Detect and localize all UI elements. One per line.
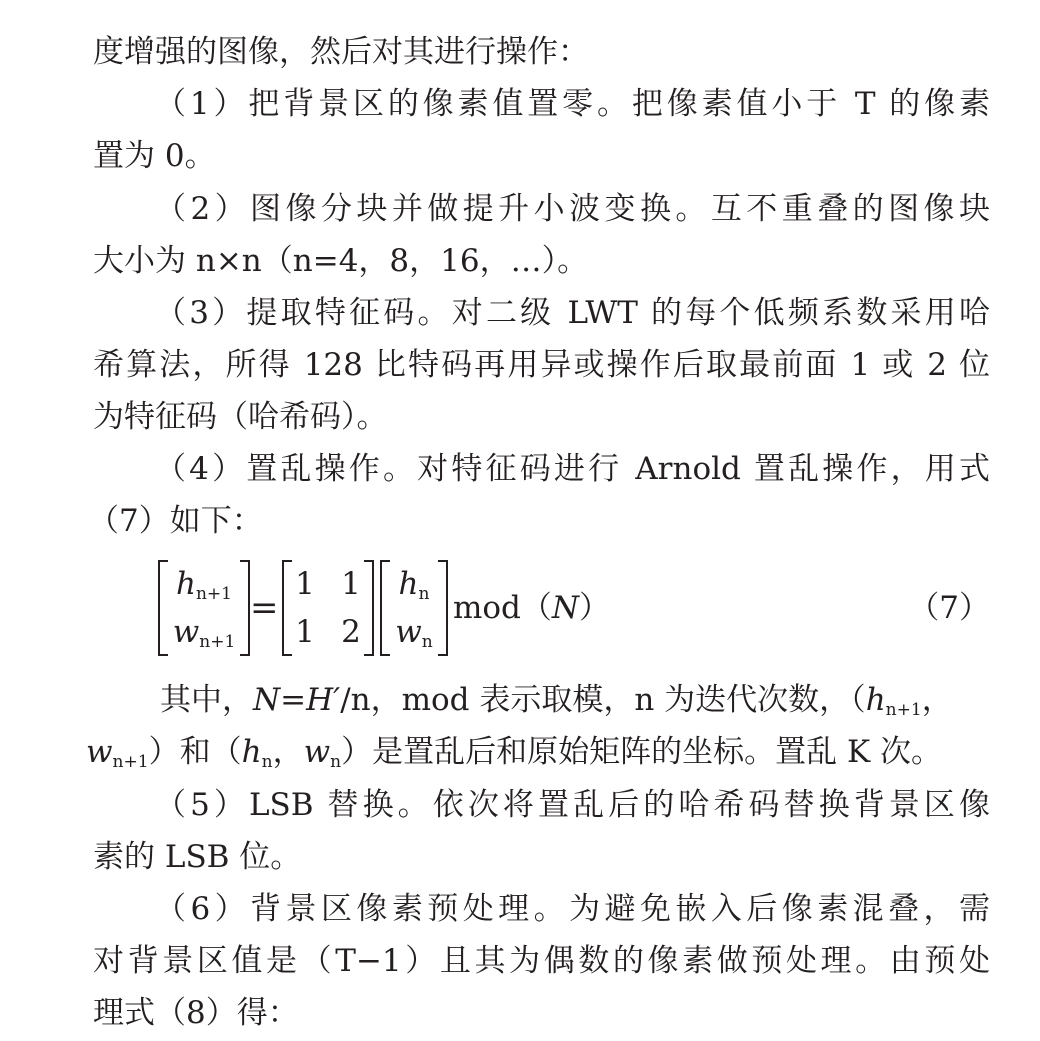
matrix-cell: 1 [295, 566, 315, 602]
step-1-text: （1）把背景区的像素值置零。把像素值小于 T 的像素 [155, 86, 990, 122]
text-line: 为特征码（哈希码）。 [93, 399, 388, 435]
lhs-vector [158, 560, 250, 656]
where-clause-line-2: $w_{n+1}$）和（$h_n$，$w_n$）是置乱后和原始矩阵的坐标。置乱 K 次。 [86, 734, 942, 773]
text-line: 理式（8）得： [93, 995, 299, 1031]
text-line: 大小为 n×n（n=4，8，16，…）。 [93, 243, 589, 279]
step-3-text: （3）提取特征码。对二级 LWT 的每个低频系数采用哈 [155, 295, 990, 331]
text-line: 度增强的图像，然后对其进行操作： [93, 34, 589, 70]
text-line: 置为 0。 [93, 138, 216, 174]
text-line: 希算法，所得 128 比特码再用异或操作后取最前面 1 或 2 位 [93, 347, 990, 383]
step-6-text: （6）背景区像素预处理。为避免嵌入后像素混叠，需 [155, 891, 990, 927]
equals-sign: = [250, 588, 279, 628]
rhs-vector [380, 560, 448, 656]
mod-expression: mod（N） [453, 590, 611, 626]
lhs-bottom-cell: $w_{n+1}$ [172, 614, 236, 653]
matrix-cell: 2 [341, 614, 361, 650]
equation-number: （7） [908, 590, 990, 626]
rhs-bottom-cell: $w_n$ [395, 614, 433, 653]
lhs-top-cell: $h_{n+1}$ [175, 566, 233, 605]
step-4-text: （4）置乱操作。对特征码进行 Arnold 置乱操作，用式 [155, 451, 990, 487]
where-clause-line-1: 其中，N=H′/n，mod 表示取模，n 为迭代次数，（$h_{n+1}$， [160, 682, 953, 721]
step-5-text: （5）LSB 替换。依次将置乱后的哈希码替换背景区像 [155, 787, 990, 823]
text-line: 对背景区值是（T−1）且其为偶数的像素做预处理。由预处 [93, 943, 990, 979]
arnold-equation [158, 560, 990, 660]
rhs-top-cell: $h_n$ [398, 566, 430, 605]
step-2-text: （2）图像分块并做提升小波变换。互不重叠的图像块 [155, 191, 990, 227]
text-line: 素的 LSB 位。 [93, 839, 302, 875]
matrix-cell: 1 [295, 614, 315, 650]
text-line: （7）如下： [88, 503, 263, 539]
arnold-matrix [282, 560, 374, 656]
matrix-cell: 1 [341, 566, 361, 602]
